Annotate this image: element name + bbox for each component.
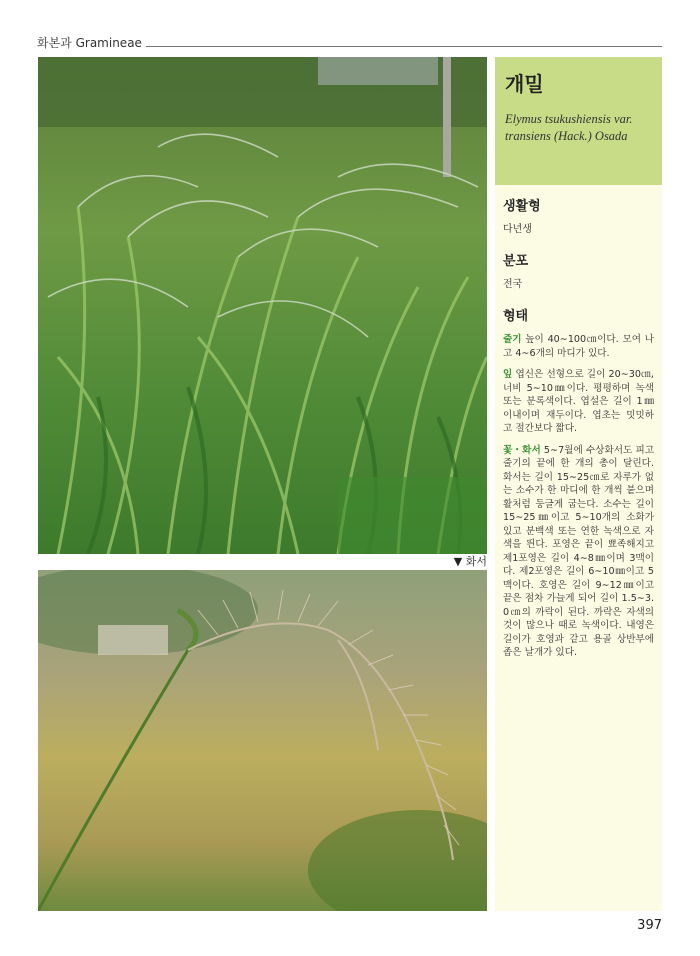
photo-caption: ▼ 화서 <box>453 555 487 568</box>
scientific-name: Elymus tsukushiensis var. transiens (Hack.) Osada <box>505 112 633 143</box>
leaf-text: 엽신은 선형으로 길이 20∼30㎝, 너비 5∼10㎜이다. 평평하며 녹색 또는 분록색이다. 엽설은 길이 1㎜이내이며 재두이다. 엽초는 밋밋하고 절간보다 짧다. <box>503 369 654 434</box>
stem-label: 줄기 <box>503 334 522 345</box>
life-form-heading: 생활형 <box>503 199 541 214</box>
habit-photo <box>38 57 487 554</box>
life-form-body: 다년생 <box>503 224 532 235</box>
flower-label: 꽃・화서 <box>503 444 541 456</box>
species-name: 개밀 <box>505 72 544 96</box>
header-text: 화본과 Gramineae <box>37 36 142 50</box>
running-header <box>37 34 662 50</box>
info-column <box>495 185 662 911</box>
page-number: 397 <box>637 918 662 933</box>
leaf-label: 잎 <box>503 369 513 380</box>
morphology-heading: 형태 <box>503 309 529 324</box>
stem-text: 높이 40∼100㎝이다. 모여 나고 4∼6개의 마디가 있다. <box>503 334 654 359</box>
distribution-body: 전국 <box>503 279 523 290</box>
flower-text: 5∼7월에 수상화서도 피고 줄기의 끝에 한 개의 총이 달린다. 화서는 길이 15∼25㎝로 자루가 없는 소수가 한 마디에 한 개씩 붙으며 활처럼 둥글게 굽는다. 소수는 길이 15∼25㎜이고 5∼10개의 소화가 있고 분백색 또는 연한 녹색으로 자색을 띈다. 포영은 끝이 뾰족해지고 제1포영은 길이 4∼8㎜이며 3맥이다. 제2포영은 길이 6∼10㎜이고 5맥이다. 호영은 길이 9∼12㎜이고 끝은 점차 가늘게 되어 길이 1.5∼3.0㎝의 까락이 된다. 까락은 자색의 것이 많으나 때로 녹색이다. 내영은 길이가 호영과 같고 용골 상반부에 좁은 날개가 있다. <box>503 444 654 658</box>
title-box <box>495 57 662 185</box>
header-rule <box>146 46 662 47</box>
flower-paragraph <box>503 444 654 660</box>
leaf-paragraph <box>503 368 654 436</box>
inflorescence-photo <box>38 570 487 911</box>
distribution-heading: 분포 <box>503 254 529 269</box>
stem-paragraph <box>503 333 654 360</box>
